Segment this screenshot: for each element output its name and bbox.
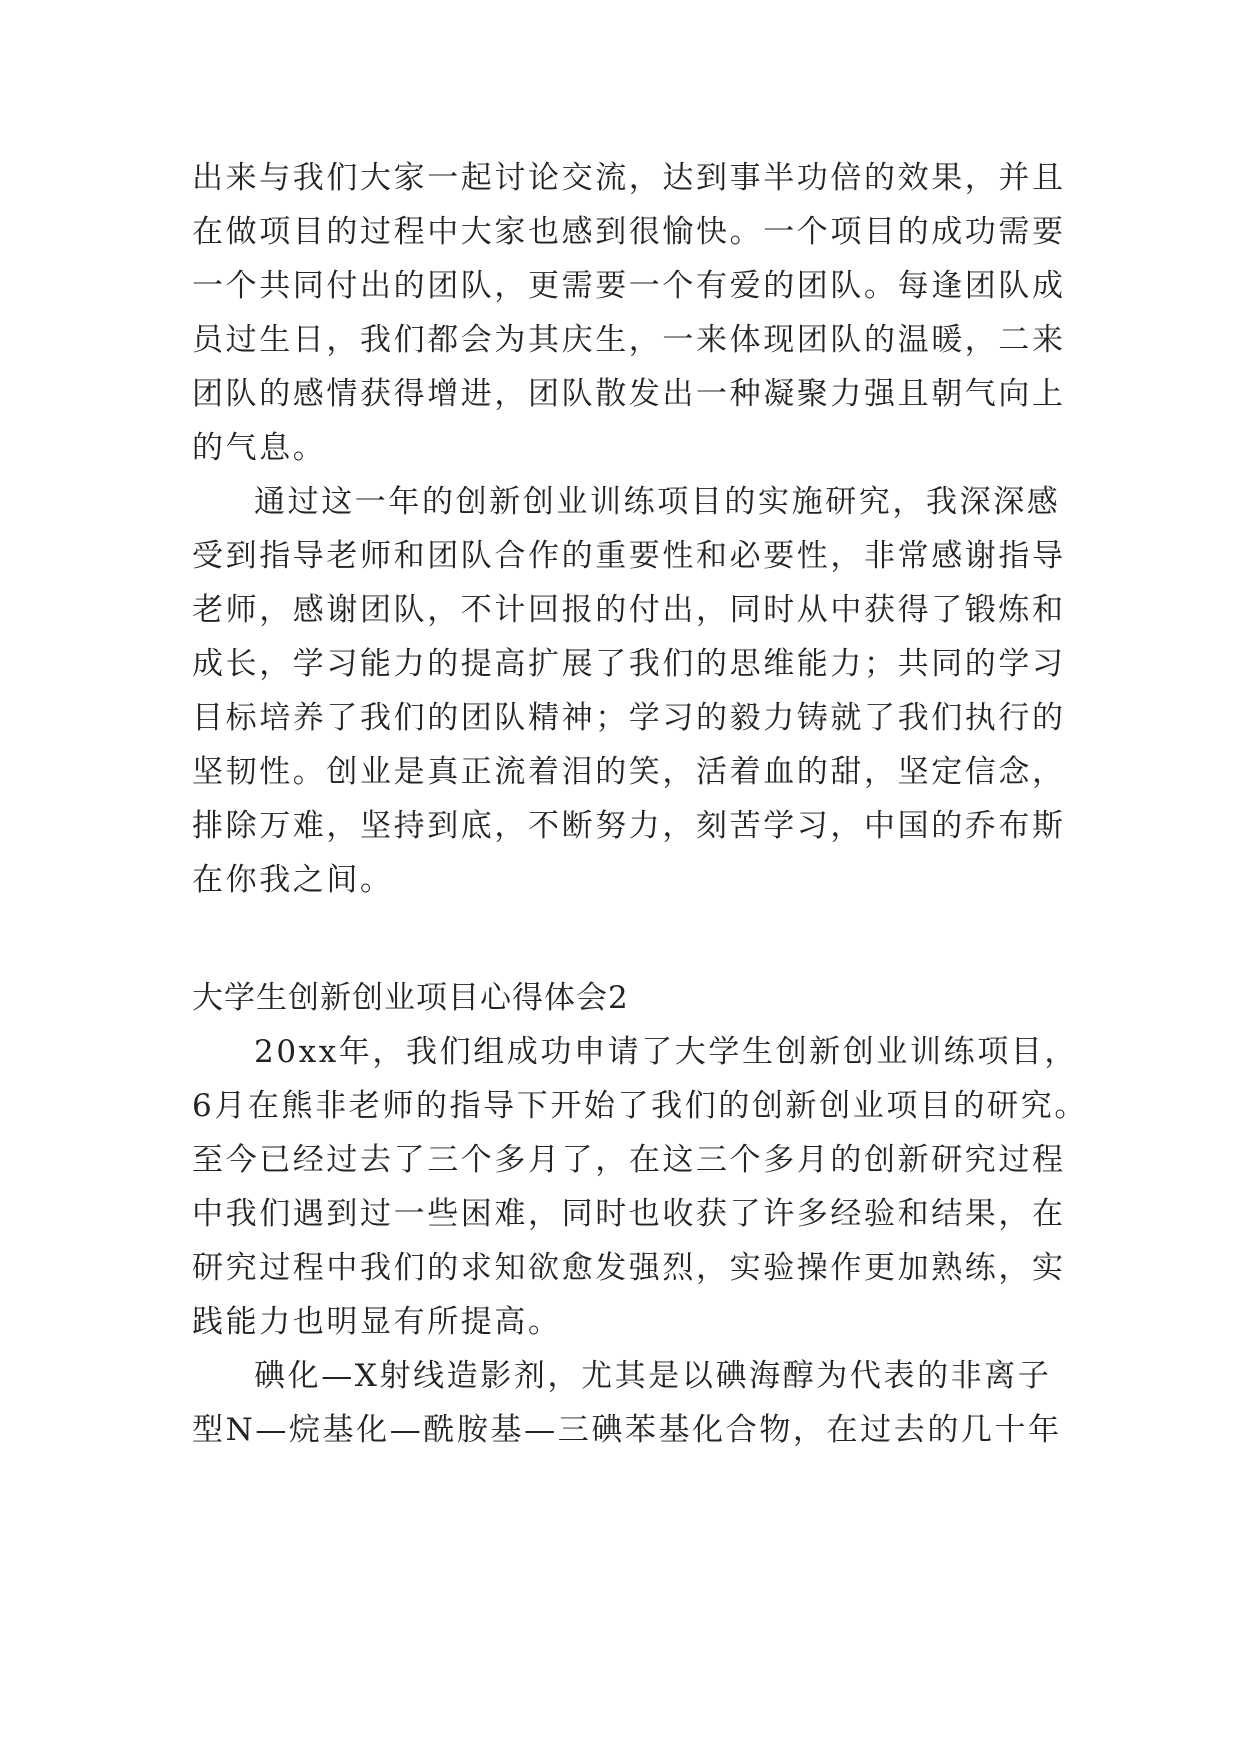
text-line: 排除万难，坚持到底，不断努力，刻苦学习，中国的乔布斯 — [192, 808, 1066, 844]
text-line: 研究过程中我们的求知欲愈发强烈，实验操作更加熟练，实 — [192, 1250, 1066, 1286]
text-line: 在做项目的过程中大家也感到很愉快。一个项目的成功需要 — [192, 214, 1066, 250]
text-line: 受到指导老师和团队合作的重要性和必要性，非常感谢指导 — [192, 538, 1066, 574]
text-line: 通过这一年的创新创业训练项目的实施研究，我深深感 — [254, 484, 1061, 520]
text-line: 坚韧性。创业是真正流着泪的笑，活着血的甜，坚定信念， — [192, 754, 1066, 790]
text-line: 至今已经过去了三个多月了，在这三个多月的创新研究过程 — [192, 1142, 1066, 1178]
text-line: 碘化—X射线造影剂，尤其是以碘海醇为代表的非离子 — [254, 1358, 1052, 1394]
text-line: 20xx年，我们组成功申请了大学生创新创业训练项目， — [254, 1034, 1079, 1070]
text-line: 出来与我们大家一起讨论交流，达到事半功倍的效果，并且 — [192, 160, 1066, 196]
text-line: 中我们遇到过一些困难，同时也收获了许多经验和结果，在 — [192, 1196, 1066, 1232]
section-heading: 大学生创新创业项目心得体会2 — [192, 980, 629, 1016]
text-line: 员过生日，我们都会为其庆生，一来体现团队的温暖，二来 — [192, 322, 1066, 358]
text-line: 6月在熊非老师的指导下开始了我们的创新创业项目的研究。 — [192, 1088, 1088, 1124]
text-line: 的气息。 — [192, 430, 327, 466]
text-line: 在你我之间。 — [192, 862, 394, 898]
text-line: 一个共同付出的团队，更需要一个有爱的团队。每逢团队成 — [192, 268, 1066, 304]
text-line: 成长，学习能力的提高扩展了我们的思维能力；共同的学习 — [192, 646, 1066, 682]
text-line: 目标培养了我们的团队精神；学习的毅力铸就了我们执行的 — [192, 700, 1066, 736]
text-line: 践能力也明显有所提高。 — [192, 1304, 562, 1340]
text-line: 团队的感情获得增进，团队散发出一种凝聚力强且朝气向上 — [192, 376, 1066, 412]
text-line: 老师，感谢团队，不计回报的付出，同时从中获得了锻炼和 — [192, 592, 1066, 628]
text-line: 型N—烷基化—酰胺基—三碘苯基化合物，在过去的几十年 — [192, 1412, 1062, 1448]
